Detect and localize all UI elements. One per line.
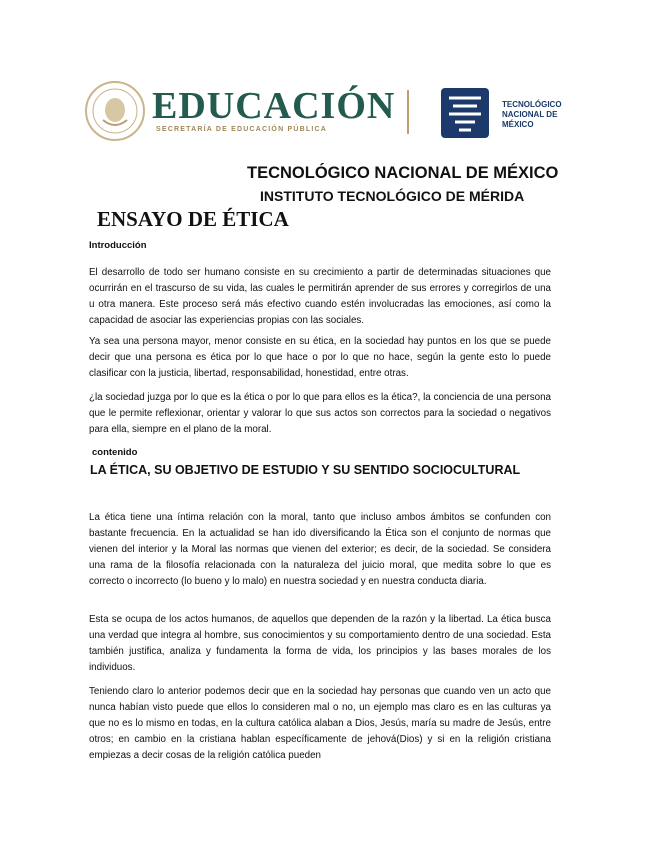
logo-divider [407,90,409,134]
education-logo-subtitle: SECRETARÍA DE EDUCACIÓN PÚBLICA [156,126,327,133]
paragraph: La ética tiene una íntima relación con la moral, tanto que incluso ambos ámbitos se confunden con bastante frecuencia. En la actualidad se han ido diversificando la Ética son el conjunto de normas que vienen del interior y la Moral las normas que vienen del exterior; es decir, de la sociedad. Se considera una rama de la filosofía relacionada con la naturaleza del juicio moral, que medita sobre lo que es correcto o incorrecto (lo bueno y lo malo) en nuestra sociedad y en nuestra conducta diaria. [89,512,551,587]
tecnm-logo-icon [437,84,493,142]
tecnm-logo-text: TECNOLÓGICO NACIONAL DE MÉXICO [502,100,562,129]
paragraph: Ya sea una persona mayor, menor consiste en su ética, en la sociedad hay puntos en los que se puede decir que una persona es ética por lo que hace o por lo que no hace, según la gente esto lo puede clasificar con la justicia, libertad, responsabilidad, honestidad, entre otras. [89,336,551,379]
section-heading: LA ÉTICA, SU OBJETIVO DE ESTUDIO Y SU SENTIDO SOCIOCULTURAL [90,463,521,477]
paragraph: Teniendo claro lo anterior podemos decir que en la sociedad hay personas que cuando ven un acto que nunca habían visto puede que ellos lo consideren mal o no, un ejemplo mas claro es en las culturas ya que no es lo mismo en todas, en la cultura católica alaban a Dios, Jesús, maría su madre de Jesús, entre otros; en cambio en la cristiana hablan específicamente de jehová(Dios) y si en la religión cristiana empiezas a decir cosas de la religión católica pueden [89,686,551,761]
essay-title: ENSAYO DE ÉTICA [97,207,289,231]
intro-label: Introducción [89,240,147,251]
paragraph: ¿la sociedad juzga por lo que es la ética o por lo que para ellos es la ética?, la conciencia de una persona que le permite reflexionar, orientar y valorar lo que sus actos son correctos para la sociedad o negativos para ella, siempre en el plano de la moral. [89,392,551,435]
institution-title: TECNOLÓGICO NACIONAL DE MÉXICO [247,164,559,182]
paragraph: El desarrollo de todo ser humano consiste en su crecimiento a partir de determinadas situaciones que ocurrirán en el trascurso de su vida, las cuales le permitirán aprender de sus errores y corregirlos de una u otra manera. Este proceso será más efectivo cuando estén involucradas las emociones, así como la capacidad de asociar las experiencias propias con las sociales. [89,267,551,326]
paragraph: Esta se ocupa de los actos humanos, de aquellos que dependen de la razón y la libertad. La ética busca una verdad que integra al hombre, sus conocimientos y su comportamiento dentro de una sociedad. Esta también justifica, analiza y fundamenta la forma de vida, los principios y las bases morales de los individuos. [89,614,551,673]
mexico-seal-icon [84,80,146,142]
contenido-label: contenido [92,447,138,458]
document-header [0,0,655,150]
education-logo-text: EDUCACIÓN [152,85,396,127]
institute-subtitle: INSTITUTO TECNOLÓGICO DE MÉRIDA [260,188,525,204]
